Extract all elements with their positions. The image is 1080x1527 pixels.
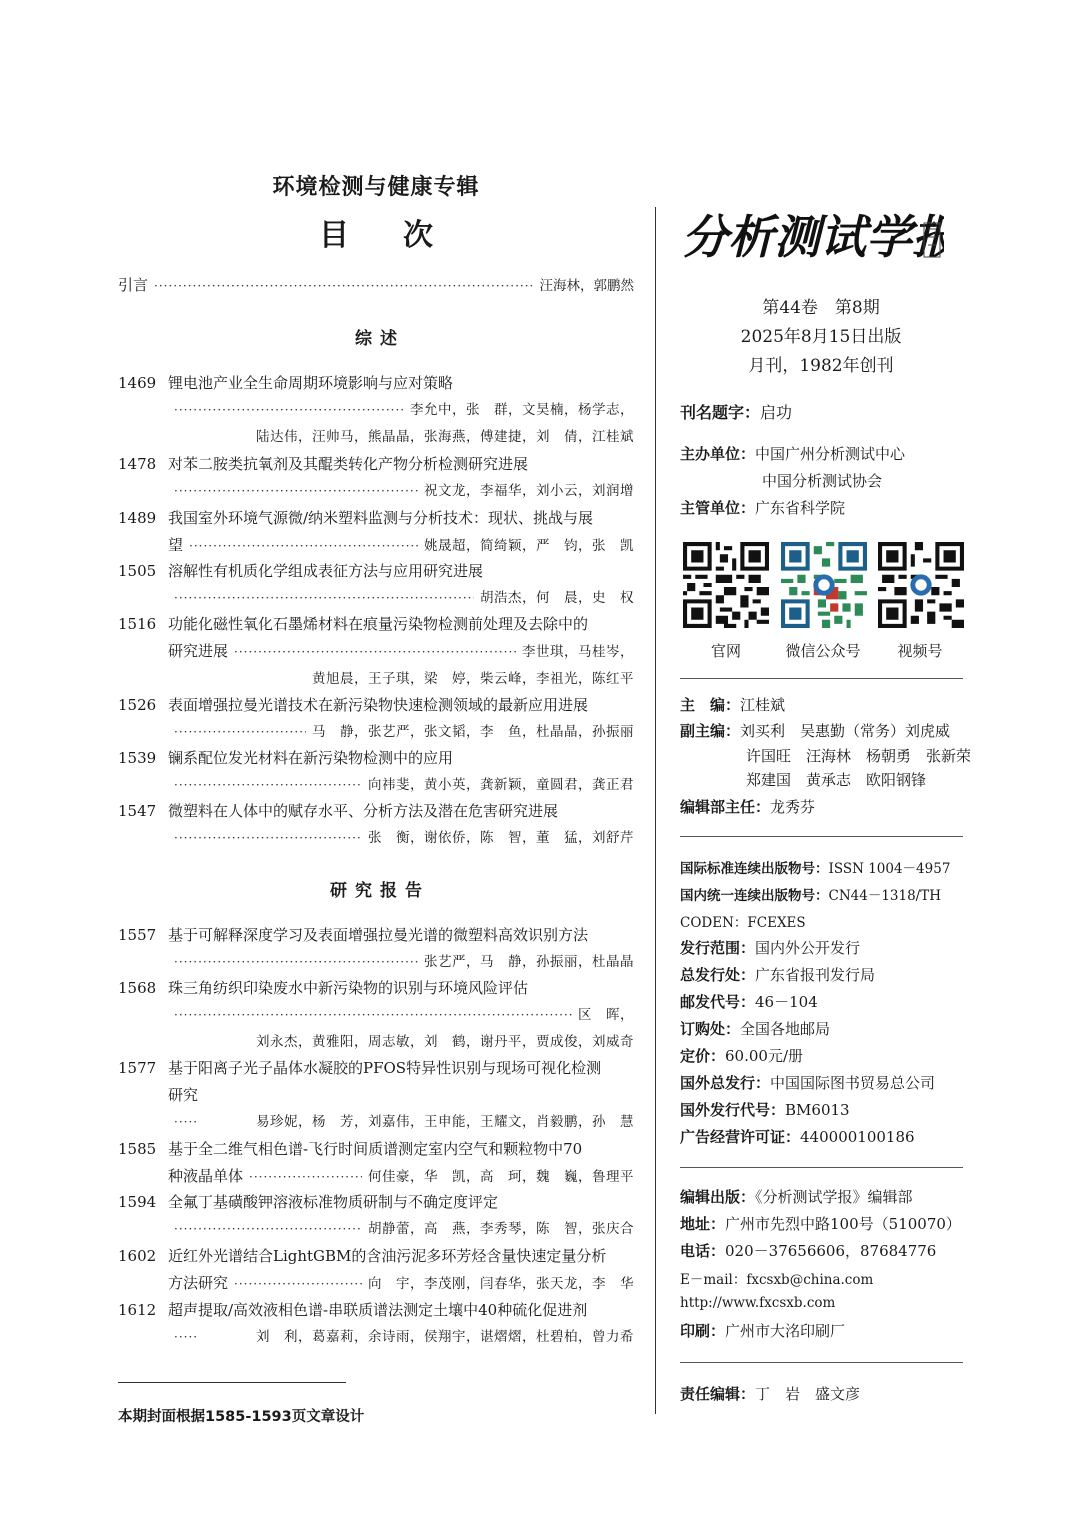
article-authors: 李世琪，马桂岑， xyxy=(522,644,634,660)
article-authors: 区 晖， xyxy=(578,1007,634,1023)
leader-dots xyxy=(189,533,418,560)
label: 地址： xyxy=(680,1215,726,1233)
leader-dots xyxy=(174,949,418,976)
article-authors: 刘永杰，黄雅阳，周志敏，刘 鹤，谢丹平，贾成俊，刘威奇 xyxy=(256,1034,634,1050)
toc-entry[interactable] xyxy=(118,745,634,799)
value: 60.00元/册 xyxy=(725,1047,804,1065)
toc-entry[interactable] xyxy=(118,1243,634,1298)
article-title: 溶解性有机质化学组成表征方法与应用研究进展 xyxy=(168,562,484,580)
label: 副主编： xyxy=(680,722,741,740)
toc-entry[interactable] xyxy=(118,1055,634,1136)
value: 广东省科学院 xyxy=(755,499,846,517)
label: 国外总发行： xyxy=(680,1074,771,1092)
article-title-continued: 种液晶单体 xyxy=(168,1167,244,1185)
column-divider xyxy=(655,207,656,1414)
value: BM6013 xyxy=(785,1101,850,1119)
label: 国内统一连续出版物号： xyxy=(680,888,829,904)
value: 启功 xyxy=(760,403,793,422)
label: 编辑出版： xyxy=(680,1188,756,1206)
leader-dots xyxy=(174,1002,572,1029)
toc-entry[interactable] xyxy=(118,1297,634,1351)
value: 全国各地邮局 xyxy=(740,1020,831,1038)
article-authors: 李允中，张 群，文昊楠，杨学志， xyxy=(410,402,634,418)
phone xyxy=(680,1240,970,1261)
intl-distributor xyxy=(680,1072,970,1093)
qr-caption-video: 视频号 xyxy=(897,642,943,660)
toc-entry[interactable] xyxy=(118,451,634,505)
address xyxy=(680,1213,970,1234)
page-number: 1469 xyxy=(118,374,157,392)
qr-caption-wechat: 微信公众号 xyxy=(785,642,861,660)
issn xyxy=(680,857,970,877)
label: 主办单位： xyxy=(680,445,756,463)
label: 订购处： xyxy=(680,1020,741,1038)
toc-entry[interactable] xyxy=(118,692,634,746)
publisher xyxy=(680,1186,970,1207)
page-number: 1557 xyxy=(118,926,157,944)
sponsor xyxy=(680,443,970,464)
article-authors: 姚晟超，简绮颖，严 钧，张 凯 xyxy=(424,538,634,554)
leader-dots xyxy=(174,1216,362,1243)
value: 丁 岩 盛文彦 xyxy=(755,1385,861,1403)
qr-code-video-channel[interactable] xyxy=(878,542,964,628)
leader-dots xyxy=(249,1164,362,1191)
intl-code xyxy=(680,1099,970,1120)
page-number: 1612 xyxy=(118,1301,157,1319)
footnote-rule xyxy=(118,1382,346,1383)
article-title-continued: 方法研究 xyxy=(168,1274,229,1292)
leader-dots xyxy=(154,279,533,293)
label: 编辑部主任： xyxy=(680,798,771,816)
journal-masthead-logo xyxy=(682,205,944,265)
qr-code-website[interactable] xyxy=(683,542,769,628)
article-authors: 祝文龙，李福华，刘小云，刘润增 xyxy=(424,483,634,499)
value: CN44－1318/TH xyxy=(828,888,942,904)
article-authors: 向 宇，李茂刚，闫春华，张天龙，李 华 xyxy=(368,1276,634,1292)
value: ISSN 1004－4957 xyxy=(828,861,951,877)
label: 主管单位： xyxy=(680,499,756,517)
label: 定价： xyxy=(680,1047,726,1065)
leader-dots xyxy=(174,1109,198,1136)
article-authors: 马 静，张艺严，张文韬，李 鱼，杜晶晶，孙振丽 xyxy=(312,724,634,740)
section-heading-review: 综述 xyxy=(355,329,405,349)
value: 46－104 xyxy=(755,993,818,1011)
postal-code xyxy=(680,991,970,1012)
article-title-continued: 研究进展 xyxy=(168,642,229,660)
article-title: 近红外光谱结合LightGBM的含油污泥多环芳烃含量快速定量分析 xyxy=(168,1247,607,1265)
coden: CODEN：FCEXES xyxy=(680,915,806,931)
page-number: 1568 xyxy=(118,979,157,997)
subscription xyxy=(680,1018,970,1039)
label: 总发行处： xyxy=(680,966,756,984)
qr-caption-website: 官网 xyxy=(710,642,741,660)
article-authors: 刘 利，葛嘉莉，余诗雨，侯翔宇，谌熠熠，杜碧柏，曾力希 xyxy=(256,1329,634,1345)
office-director xyxy=(680,796,970,817)
label: 刊名题字： xyxy=(680,403,761,422)
distribution-scope xyxy=(680,937,970,958)
toc-entry[interactable] xyxy=(118,1136,634,1191)
label: 发行范围： xyxy=(680,939,756,957)
toc-entry[interactable] xyxy=(118,370,634,451)
toc-entry[interactable] xyxy=(118,611,634,693)
article-authors: 黄旭晨，王子琪，梁 婷，柴云峰，李祖光，陈红平 xyxy=(312,671,634,687)
leader-dots xyxy=(174,1324,198,1351)
ad-license xyxy=(680,1126,970,1147)
deputy-editors-3: 郑建国 黄承志 欧阳钢锋 xyxy=(746,771,927,789)
leader-dots xyxy=(174,397,404,424)
article-title: 基于全二维气相色谱-飞行时间质谱测定室内空气和颗粒物中70 xyxy=(168,1140,583,1158)
article-authors: 胡浩杰，何 晨，史 权 xyxy=(480,590,634,606)
price xyxy=(680,1045,970,1066)
intro-authors: 汪海林，郭鹏然 xyxy=(539,278,634,294)
deputy-editors-2: 许国旺 汪海林 杨朝勇 张新荣 xyxy=(746,747,972,765)
article-authors: 向祎斐，黄小英，龚新颖，童圆君，龚正君 xyxy=(368,777,634,793)
leader-dots xyxy=(174,825,362,852)
toc-entry[interactable] xyxy=(118,922,634,976)
article-title: 全氟丁基磺酸钾溶液标准物质研制与不确定度评定 xyxy=(168,1193,499,1211)
leader-dots xyxy=(234,639,516,666)
page-number: 1489 xyxy=(118,509,157,527)
page-number: 1547 xyxy=(118,802,157,820)
article-title: 功能化磁性氧化石墨烯材料在痕量污染物检测前处理及去除中的 xyxy=(168,615,589,633)
toc-title: 目次 xyxy=(319,218,487,253)
article-authors: 何佳豪，华 凯，高 珂，魏 巍，鲁理平 xyxy=(368,1169,634,1185)
value: 广州市先烈中路100号（510070） xyxy=(725,1215,961,1233)
article-title: 珠三角纺织印染废水中新污染物的识别与环境风险评估 xyxy=(168,979,529,997)
deputy-editors xyxy=(680,720,970,741)
toc-entry[interactable] xyxy=(118,505,634,560)
value: 江桂斌 xyxy=(740,696,786,714)
leader-dots xyxy=(174,719,306,746)
toc-entry[interactable] xyxy=(118,558,634,612)
cn-number xyxy=(680,884,970,904)
label: 国外发行代号： xyxy=(680,1101,786,1119)
page-number: 1516 xyxy=(118,615,157,633)
article-authors: 易珍妮，杨 芳，刘嘉伟，王申能，王耀文，肖毅鹏，孙 慧 xyxy=(256,1114,634,1130)
article-authors: 张 衡，谢依侨，陈 智，董 猛，刘舒芹 xyxy=(368,830,634,846)
editor-in-chief xyxy=(680,694,970,715)
toc-entry[interactable] xyxy=(118,1189,634,1243)
value: 中国国际图书贸易总公司 xyxy=(770,1074,936,1092)
divider xyxy=(680,1167,963,1168)
article-title: 基于可解释深度学习及表面增强拉曼光谱的微塑料高效识别方法 xyxy=(168,926,589,944)
article-title-continued: 望 xyxy=(168,536,184,554)
value: 刘买利 吴惠勤（常务）刘虎威 xyxy=(740,722,951,740)
label: 主 编： xyxy=(680,696,741,714)
responsible-editor xyxy=(680,1383,970,1404)
page-number: 1539 xyxy=(118,749,157,767)
leader-dots xyxy=(174,585,474,612)
leader-dots xyxy=(174,772,362,799)
value: 广州市大洺印刷厂 xyxy=(725,1322,846,1340)
divider xyxy=(680,678,963,679)
page-number: 1585 xyxy=(118,1140,157,1158)
page-number: 1478 xyxy=(118,455,157,473)
value: 440000100186 xyxy=(800,1128,915,1146)
distributor xyxy=(680,964,970,985)
value: 中国广州分析测试中心 xyxy=(755,445,906,463)
page-number: 1505 xyxy=(118,562,157,580)
value: 龙秀芬 xyxy=(770,798,816,816)
article-title: 表面增强拉曼光谱技术在新污染物快速检测领域的最新应用进展 xyxy=(168,696,589,714)
leader-dots xyxy=(174,478,418,505)
article-title: 对苯二胺类抗氧剂及其醌类转化产物分析检测研究进展 xyxy=(168,455,529,473)
publish-date: 2025年8月15日出版 xyxy=(740,327,902,347)
article-title: 镧系配位发光材料在新污染物检测中的应用 xyxy=(168,749,454,767)
toc-entry[interactable] xyxy=(118,975,634,1056)
divider xyxy=(680,1362,963,1363)
calligraphy-credit xyxy=(680,400,970,423)
leader-dots xyxy=(234,1271,362,1298)
article-authors: 张艺严，马 静，孙振丽，杜晶晶 xyxy=(424,954,634,970)
article-title: 超声提取/高效液相色谱-串联质谱法测定土壤中40种硫化促进剂 xyxy=(168,1301,588,1319)
qr-code-wechat[interactable] xyxy=(781,542,867,628)
toc-entry[interactable] xyxy=(118,798,634,852)
article-title: 微塑料在人体中的赋存水平、分析方法及潜在危害研究进展 xyxy=(168,802,559,820)
page-number: 1594 xyxy=(118,1193,157,1211)
article-title: 基于阳离子光子晶体水凝胶的PFOS特异性识别与现场可视化检测 xyxy=(168,1059,602,1077)
supervisor xyxy=(680,497,970,518)
label: 电话： xyxy=(680,1242,726,1260)
email-link[interactable]: E－mail：fxcsxb@china.com xyxy=(680,1272,874,1288)
toc-intro[interactable] xyxy=(118,274,634,295)
article-title: 我国室外环境气源微/纳米塑料监测与分析技术：现状、挑战与展 xyxy=(168,509,594,527)
intro-label: 引言 xyxy=(118,276,149,294)
page-number: 1602 xyxy=(118,1247,157,1265)
printer xyxy=(680,1320,970,1341)
volume-issue: 第44卷 第8期 xyxy=(762,298,880,318)
label: 国际标准连续出版物号： xyxy=(680,861,829,877)
label: 邮发代号： xyxy=(680,993,756,1011)
article-authors: 胡静蕾，高 燕，李秀琴，陈 智，张庆合 xyxy=(368,1221,634,1237)
value: 《分析测试学报》编辑部 xyxy=(755,1188,913,1206)
svg-text:分析测试学报: 分析测试学报 xyxy=(682,210,944,264)
page-number: 1526 xyxy=(118,696,157,714)
publication-frequency: 月刊，1982年创刊 xyxy=(748,356,894,376)
section-heading-research: 研究报告 xyxy=(330,881,430,901)
special-issue-title: 环境检测与健康专辑 xyxy=(272,175,480,200)
label: 责任编辑： xyxy=(680,1385,756,1403)
value: 020－37656606，87684776 xyxy=(725,1242,937,1260)
sponsor-2: 中国分析测试协会 xyxy=(762,472,883,490)
divider xyxy=(680,836,963,837)
page-number: 1577 xyxy=(118,1059,157,1077)
value: 广东省报刊发行局 xyxy=(755,966,876,984)
article-authors: 陆达伟，汪帅马，熊晶晶，张海燕，傅建捷，刘 倩，江桂斌 xyxy=(256,429,634,445)
cover-footnote: 本期封面根据1585-1593页文章设计 xyxy=(118,1409,365,1425)
article-title: 锂电池产业全生命周期环境影响与应对策略 xyxy=(168,374,454,392)
label: 广告经营许可证： xyxy=(680,1128,801,1146)
value: 国内外公开发行 xyxy=(755,939,861,957)
article-title-continued: 研究 xyxy=(168,1086,199,1104)
website-link[interactable]: http://www.fxcsxb.com xyxy=(680,1295,836,1311)
label: 印刷： xyxy=(680,1322,726,1340)
